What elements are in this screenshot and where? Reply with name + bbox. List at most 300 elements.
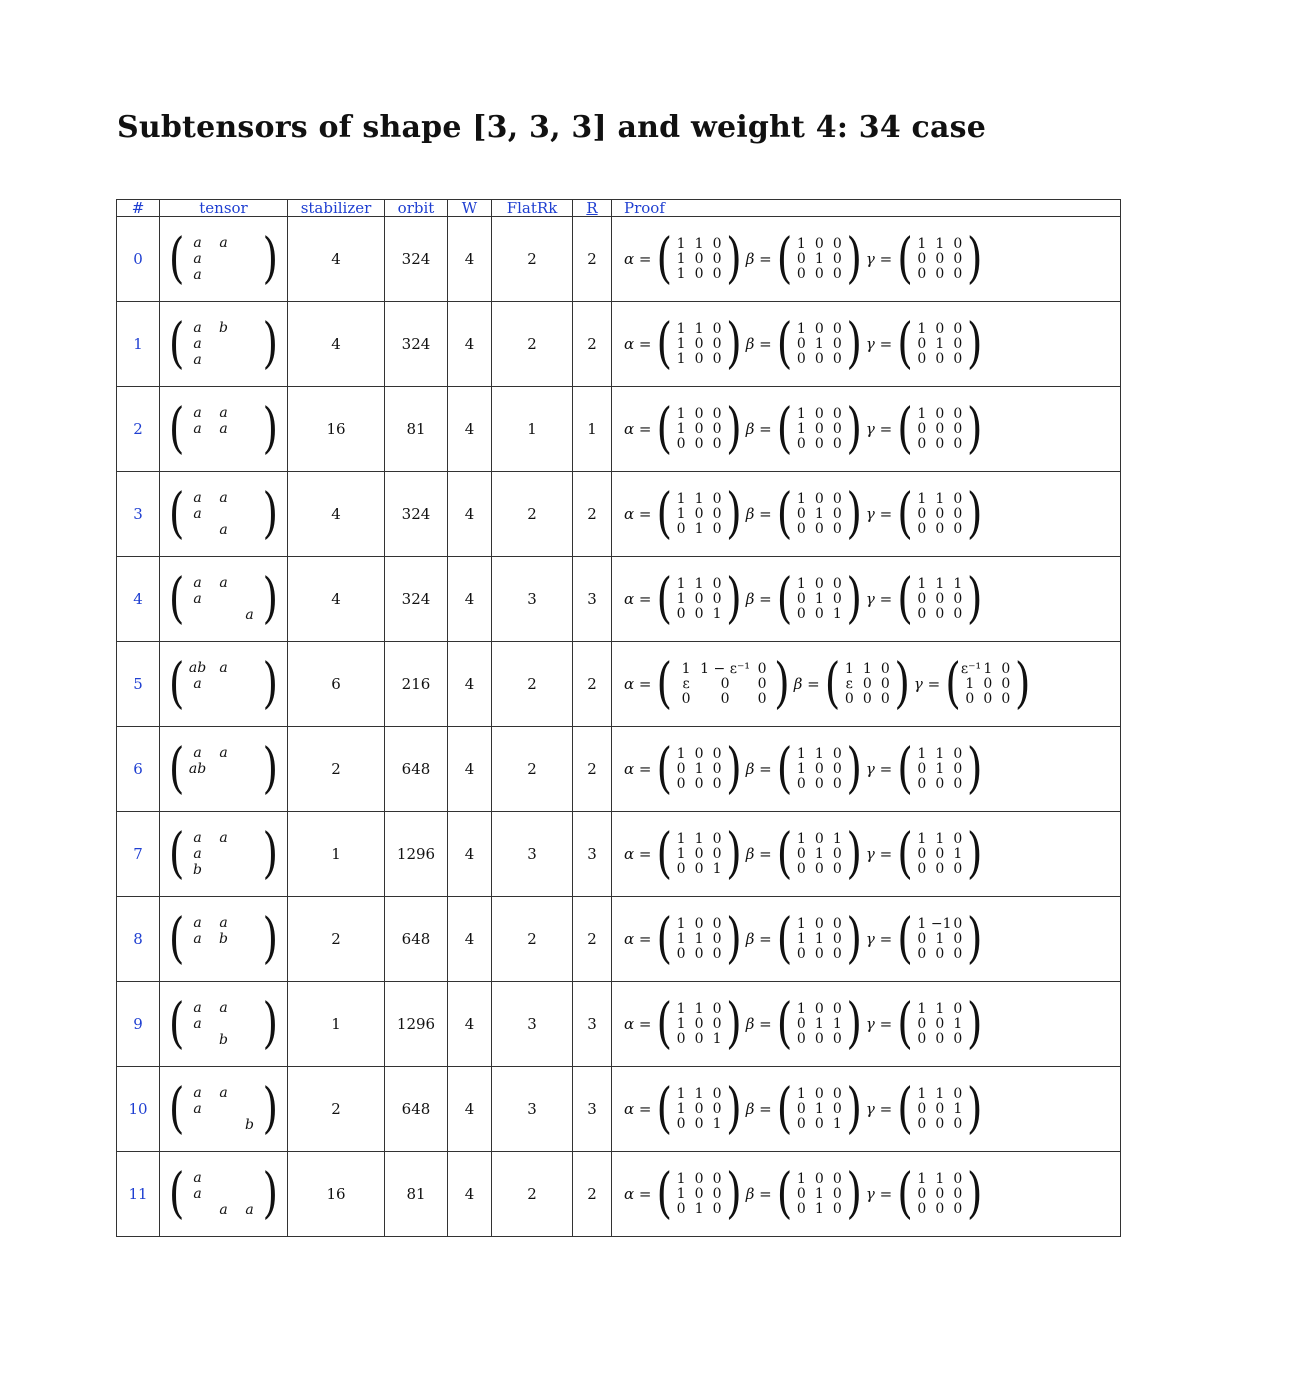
matrix-entry: 1 (676, 250, 686, 267)
matrix-entry: 0 (712, 745, 722, 762)
tensor-entry (237, 352, 263, 368)
left-paren: ( (168, 822, 185, 886)
matrix-entry: 0 (917, 845, 927, 862)
matrix-entry: 0 (917, 520, 927, 537)
header-orbit[interactable]: orbit (385, 200, 448, 217)
tensor-entry: ab (188, 660, 207, 676)
header-flatrk[interactable]: FlatRk (492, 200, 573, 217)
matrix-entry: 0 (832, 845, 842, 862)
gamma-symbol: γ = (865, 335, 893, 353)
tensor-entry: ab (188, 761, 207, 777)
w-cell: 4 (448, 982, 492, 1067)
matrix-entry: 1 (676, 915, 686, 932)
matrix-entry: 0 (965, 690, 975, 707)
matrix-entry: 1 (676, 505, 686, 522)
matrix-entry: 0 (796, 845, 806, 862)
matrix-entry: 0 (712, 505, 722, 522)
proof-cell (612, 302, 1121, 387)
left-paren: ( (168, 1162, 185, 1226)
beta-matrix (745, 737, 862, 801)
tensor-cell (160, 217, 288, 302)
right-paren: ) (966, 312, 983, 376)
tensor-entry: a (193, 745, 202, 761)
tensor-entry (185, 947, 211, 963)
matrix (897, 992, 983, 1056)
matrix-entry: 1 (917, 1085, 927, 1102)
alpha-symbol: α = (624, 505, 652, 523)
gamma-matrix (865, 1162, 983, 1226)
matrix-entry: 0 (676, 605, 686, 622)
matrix-entry: 0 (676, 945, 686, 962)
tensor-cell (160, 557, 288, 642)
left-paren: ( (897, 1162, 913, 1226)
matrix-grid (792, 747, 846, 792)
header-tensor[interactable]: tensor (160, 200, 288, 217)
right-paren: ) (846, 397, 862, 461)
matrix-entry: 0 (712, 590, 722, 607)
matrix-entry: 0 (712, 760, 722, 777)
matrix-entry: 0 (832, 405, 842, 422)
beta-symbol: β = (745, 420, 772, 438)
alpha-symbol: α = (624, 760, 652, 778)
matrix-entry: 0 (814, 775, 824, 792)
matrix-entry: 0 (694, 265, 704, 282)
left-paren: ( (897, 1077, 913, 1141)
matrix-entry: 1 (712, 1030, 722, 1047)
w-cell: 4 (448, 217, 492, 302)
left-paren: ( (897, 907, 913, 971)
tensor-entry (237, 575, 263, 591)
header-idx[interactable]: # (117, 200, 160, 217)
gamma-symbol: γ = (865, 760, 893, 778)
left-paren: ( (656, 1077, 673, 1141)
tensor-matrix (168, 992, 279, 1056)
tensor-entry: a (245, 1202, 254, 1218)
matrix (897, 737, 983, 801)
matrix-entry: 0 (712, 1200, 722, 1217)
tensor-entry: a (193, 1016, 202, 1032)
left-paren: ( (656, 312, 673, 376)
right-paren: ) (726, 1077, 742, 1141)
left-paren: ( (776, 227, 793, 291)
matrix-entry: 1 (694, 1085, 704, 1102)
matrix-entry: 0 (694, 335, 704, 352)
matrix-entry: 1 (712, 605, 722, 622)
tensor-cell (160, 812, 288, 897)
matrix-entry: 1 (796, 235, 806, 252)
gamma-matrix (865, 397, 983, 461)
stabilizer-cell: 4 (288, 472, 385, 557)
right-paren: ) (726, 482, 742, 546)
tensor-entry: a (193, 267, 202, 283)
left-paren: ( (776, 992, 793, 1056)
tensor-grid (185, 830, 263, 878)
matrix-entry: 0 (832, 490, 842, 507)
matrix (776, 907, 862, 971)
left-paren: ( (168, 652, 185, 716)
table-row (117, 897, 1121, 982)
orbit-cell: 81 (385, 387, 448, 472)
gamma-matrix (865, 737, 983, 801)
right-paren: ) (262, 567, 279, 631)
matrix-entry: 0 (917, 760, 927, 777)
matrix-grid (792, 492, 846, 537)
matrix-entry: 0 (796, 605, 806, 622)
matrix (776, 737, 862, 801)
header-r[interactable]: R (573, 200, 612, 217)
tensor-entry: a (219, 522, 228, 538)
matrix-entry: 0 (953, 490, 963, 507)
tensor-entry (211, 676, 237, 692)
gamma-symbol: γ = (865, 505, 893, 523)
matrix-entry: 0 (814, 520, 824, 537)
tensor-entry (237, 405, 263, 421)
matrix-entry: 0 (953, 605, 963, 622)
matrix-grid (672, 407, 726, 452)
tensor-grid (185, 320, 263, 368)
matrix-entry: 0 (1001, 690, 1011, 707)
tensor-entry: a (193, 405, 202, 421)
tensor-matrix (168, 652, 279, 716)
matrix-entry: 0 (880, 690, 890, 707)
matrix-entry: 1 (953, 1015, 963, 1032)
matrix-entry: 0 (832, 435, 842, 452)
tensor-entry (237, 320, 263, 336)
right-paren: ) (726, 567, 742, 631)
matrix-entry: 0 (935, 860, 945, 877)
tensor-entry (211, 607, 237, 623)
tensor-grid (185, 575, 263, 623)
r-cell: 2 (573, 1152, 612, 1237)
matrix-entry: 1 (796, 420, 806, 437)
matrix-entry: 0 (814, 405, 824, 422)
matrix-entry: 0 (917, 350, 927, 367)
matrix-entry: 0 (917, 860, 927, 877)
matrix-entry: 0 (694, 505, 704, 522)
right-paren: ) (726, 907, 742, 971)
matrix-entry: 0 (935, 520, 945, 537)
proof-cell (612, 1152, 1121, 1237)
gamma-symbol: γ = (865, 590, 893, 608)
tensor-entry: a (193, 1101, 202, 1117)
matrix-entry: 1 (676, 590, 686, 607)
r-cell: 2 (573, 217, 612, 302)
right-paren: ) (262, 652, 279, 716)
matrix-entry: 0 (832, 860, 842, 877)
matrix-entry: 0 (814, 490, 824, 507)
table-row (117, 727, 1121, 812)
row-index[interactable]: 3 (117, 472, 160, 557)
matrix-entry: 0 (953, 265, 963, 282)
gamma-matrix (865, 822, 983, 886)
left-paren: ( (897, 567, 913, 631)
tensor-entry: b (219, 320, 228, 336)
matrix-entry: 1 (676, 745, 686, 762)
matrix (656, 822, 742, 886)
matrix-entry: 0 (935, 605, 945, 622)
row-index[interactable]: 6 (117, 727, 160, 812)
matrix-entry: 1 (676, 320, 686, 337)
tensor-entry (237, 437, 263, 453)
matrix-entry: 1 (796, 1000, 806, 1017)
matrix-entry: 1 (676, 1185, 686, 1202)
matrix-entry: 0 (712, 1170, 722, 1187)
beta-matrix (745, 482, 862, 546)
header-stabilizer[interactable]: stabilizer (288, 200, 385, 217)
matrix (776, 1077, 862, 1141)
matrix-entry: 0 (953, 435, 963, 452)
matrix-entry: 1 (694, 320, 704, 337)
matrix-entry: 0 (832, 420, 842, 437)
matrix-entry: 0 (676, 1030, 686, 1047)
left-paren: ( (776, 567, 793, 631)
stabilizer-cell: 4 (288, 302, 385, 387)
matrix-entry: 0 (832, 320, 842, 337)
orbit-cell: 1296 (385, 812, 448, 897)
beta-symbol: β = (745, 335, 772, 353)
matrix-entry: 0 (953, 775, 963, 792)
beta-symbol: β = (745, 845, 772, 863)
matrix-entry: 0 (917, 590, 927, 607)
matrix-entry: 1 (935, 235, 945, 252)
left-paren: ( (945, 652, 961, 716)
matrix-entry: 1 (814, 1185, 824, 1202)
beta-matrix (745, 1162, 862, 1226)
matrix-entry: 1 (694, 490, 704, 507)
left-paren: ( (656, 992, 673, 1056)
matrix-entry: 0 (953, 1085, 963, 1102)
r-cell: 2 (573, 727, 612, 812)
matrix-entry: 0 (832, 1100, 842, 1117)
tensor-entry: a (193, 490, 202, 506)
r-cell: 2 (573, 302, 612, 387)
tensor-entry (185, 437, 211, 453)
tensor-entry (185, 1117, 211, 1133)
tensor-entry (237, 1000, 263, 1016)
left-paren: ( (897, 482, 913, 546)
matrix-grid (961, 662, 1015, 707)
right-paren: ) (966, 1162, 983, 1226)
beta-matrix (745, 227, 862, 291)
matrix-grid (672, 1087, 726, 1132)
row-index[interactable]: 5 (117, 642, 160, 727)
matrix-entry: ε (682, 675, 690, 692)
matrix-entry: 0 (832, 930, 842, 947)
matrix-grid (672, 322, 726, 367)
matrix-entry: 0 (1001, 675, 1011, 692)
matrix-entry: 0 (676, 520, 686, 537)
tensor-matrix (168, 1162, 279, 1226)
header-w[interactable]: W (448, 200, 492, 217)
matrix-entry: 1 (676, 1085, 686, 1102)
matrix-entry: 1 (935, 575, 945, 592)
matrix-entry: 0 (676, 860, 686, 877)
page-title: Subtensors of shape [3, 3, 3] and weight 4: 34 case (117, 110, 987, 145)
matrix-entry: 0 (832, 505, 842, 522)
tensor-entry: a (193, 320, 202, 336)
matrix-entry: 1 (935, 490, 945, 507)
proof-cell (612, 387, 1121, 472)
matrix-entry: 0 (712, 830, 722, 847)
right-paren: ) (846, 1077, 862, 1141)
row-index[interactable]: 4 (117, 557, 160, 642)
tensor-entry: a (193, 1000, 202, 1016)
right-paren: ) (966, 737, 983, 801)
tensor-entry (211, 1170, 237, 1186)
tensor-entry: b (219, 931, 228, 947)
gamma-symbol: γ = (865, 1185, 893, 1203)
tensor-cell (160, 302, 288, 387)
alpha-symbol: α = (624, 420, 652, 438)
tensor-entry: a (219, 575, 228, 591)
tensor-grid (185, 1000, 263, 1048)
row-index[interactable]: 9 (117, 982, 160, 1067)
matrix (824, 652, 910, 716)
matrix-entry: 0 (720, 675, 730, 692)
beta-matrix (745, 312, 862, 376)
row-index[interactable]: 8 (117, 897, 160, 982)
matrix-entry: 0 (814, 435, 824, 452)
matrix-entry: 1 (814, 250, 824, 267)
matrix-grid (792, 917, 846, 962)
matrix-entry: 1 (796, 575, 806, 592)
matrix-entry: 0 (757, 660, 767, 677)
matrix-entry: 0 (953, 590, 963, 607)
matrix-entry: 0 (694, 845, 704, 862)
tensor-entry: a (219, 1000, 228, 1016)
matrix (897, 397, 983, 461)
w-cell: 4 (448, 897, 492, 982)
matrix-entry: 1 (917, 745, 927, 762)
table-row (117, 557, 1121, 642)
tensor-entry: a (193, 235, 202, 251)
row-index[interactable]: 1 (117, 302, 160, 387)
alpha-matrix (624, 1162, 742, 1226)
gamma-symbol: γ = (865, 250, 893, 268)
alpha-matrix (624, 1077, 742, 1141)
proof-cell (612, 472, 1121, 557)
tensor-entry (211, 336, 237, 352)
beta-matrix (745, 822, 862, 886)
tensor-entry: a (219, 915, 228, 931)
row-index[interactable]: 7 (117, 812, 160, 897)
right-paren: ) (966, 227, 983, 291)
header-proof[interactable]: Proof (612, 200, 1121, 217)
tensor-entry (211, 267, 237, 283)
tensor-entry (237, 1016, 263, 1032)
r-cell: 3 (573, 1067, 612, 1152)
matrix-entry: 0 (814, 235, 824, 252)
tensor-entry (237, 1101, 263, 1117)
matrix-entry: 1 − ε⁻¹ (700, 660, 750, 677)
matrix-entry: 1 (935, 930, 945, 947)
matrix-entry: 1 (796, 320, 806, 337)
matrix-entry: 0 (694, 435, 704, 452)
row-index[interactable]: 0 (117, 217, 160, 302)
row-index[interactable]: 11 (117, 1152, 160, 1237)
left-paren: ( (168, 737, 185, 801)
matrix-entry: 0 (983, 675, 993, 692)
tensor-grid (185, 490, 263, 538)
matrix-entry: 0 (712, 1015, 722, 1032)
beta-matrix (745, 397, 862, 461)
left-paren: ( (168, 227, 185, 291)
matrix-entry: 1 (935, 1000, 945, 1017)
tensor-entry (237, 777, 263, 793)
matrix-entry: 1 (694, 930, 704, 947)
matrix-entry: 1 (712, 860, 722, 877)
tensor-entry: a (245, 607, 254, 623)
matrix-entry: 0 (935, 1200, 945, 1217)
alpha-matrix (624, 992, 742, 1056)
tensor-entry: a (193, 676, 202, 692)
row-index[interactable]: 2 (117, 387, 160, 472)
matrix-entry: 0 (935, 1100, 945, 1117)
tensor-entry: a (193, 915, 202, 931)
matrix-entry: 0 (953, 405, 963, 422)
right-paren: ) (726, 1162, 742, 1226)
matrix-entry: 0 (953, 320, 963, 337)
tensor-entry (185, 522, 211, 538)
gamma-symbol: γ = (865, 845, 893, 863)
matrix-entry: 1 (694, 1000, 704, 1017)
tensor-entry (237, 846, 263, 862)
matrix-entry: 0 (694, 860, 704, 877)
matrix-entry: 0 (796, 1100, 806, 1117)
matrix-grid (913, 1087, 967, 1132)
matrix-entry: 1 (832, 1015, 842, 1032)
matrix-entry: 1 (676, 1015, 686, 1032)
alpha-matrix (624, 227, 742, 291)
tensor-entry (237, 745, 263, 761)
proof-cell (612, 812, 1121, 897)
tensor-entry: a (219, 490, 228, 506)
matrix-entry: 0 (814, 605, 824, 622)
left-paren: ( (897, 312, 913, 376)
left-paren: ( (776, 482, 793, 546)
matrix-entry: 0 (796, 335, 806, 352)
matrix (776, 992, 862, 1056)
matrix-entry: 1 (796, 915, 806, 932)
right-paren: ) (846, 907, 862, 971)
matrix-entry: 0 (694, 605, 704, 622)
tensor-cell (160, 1152, 288, 1237)
right-paren: ) (894, 652, 910, 716)
alpha-symbol: α = (624, 675, 652, 693)
right-paren: ) (726, 397, 742, 461)
right-paren: ) (726, 312, 742, 376)
left-paren: ( (897, 737, 913, 801)
right-paren: ) (966, 907, 983, 971)
subtensor-table (116, 199, 1121, 1237)
row-index[interactable]: 10 (117, 1067, 160, 1152)
matrix-entry: 0 (814, 350, 824, 367)
alpha-matrix (624, 652, 790, 716)
matrix (656, 227, 742, 291)
right-paren: ) (262, 397, 279, 461)
matrix-entry: 1 (917, 830, 927, 847)
w-cell: 4 (448, 387, 492, 472)
left-paren: ( (897, 397, 913, 461)
matrix-entry: 1 (917, 915, 927, 932)
tensor-grid (185, 915, 263, 963)
matrix-entry: 1 (676, 420, 686, 437)
right-paren: ) (262, 737, 279, 801)
matrix-entry: 0 (712, 265, 722, 282)
matrix-entry: 1 (712, 1115, 722, 1132)
stabilizer-cell: 2 (288, 727, 385, 812)
matrix (897, 1162, 983, 1226)
